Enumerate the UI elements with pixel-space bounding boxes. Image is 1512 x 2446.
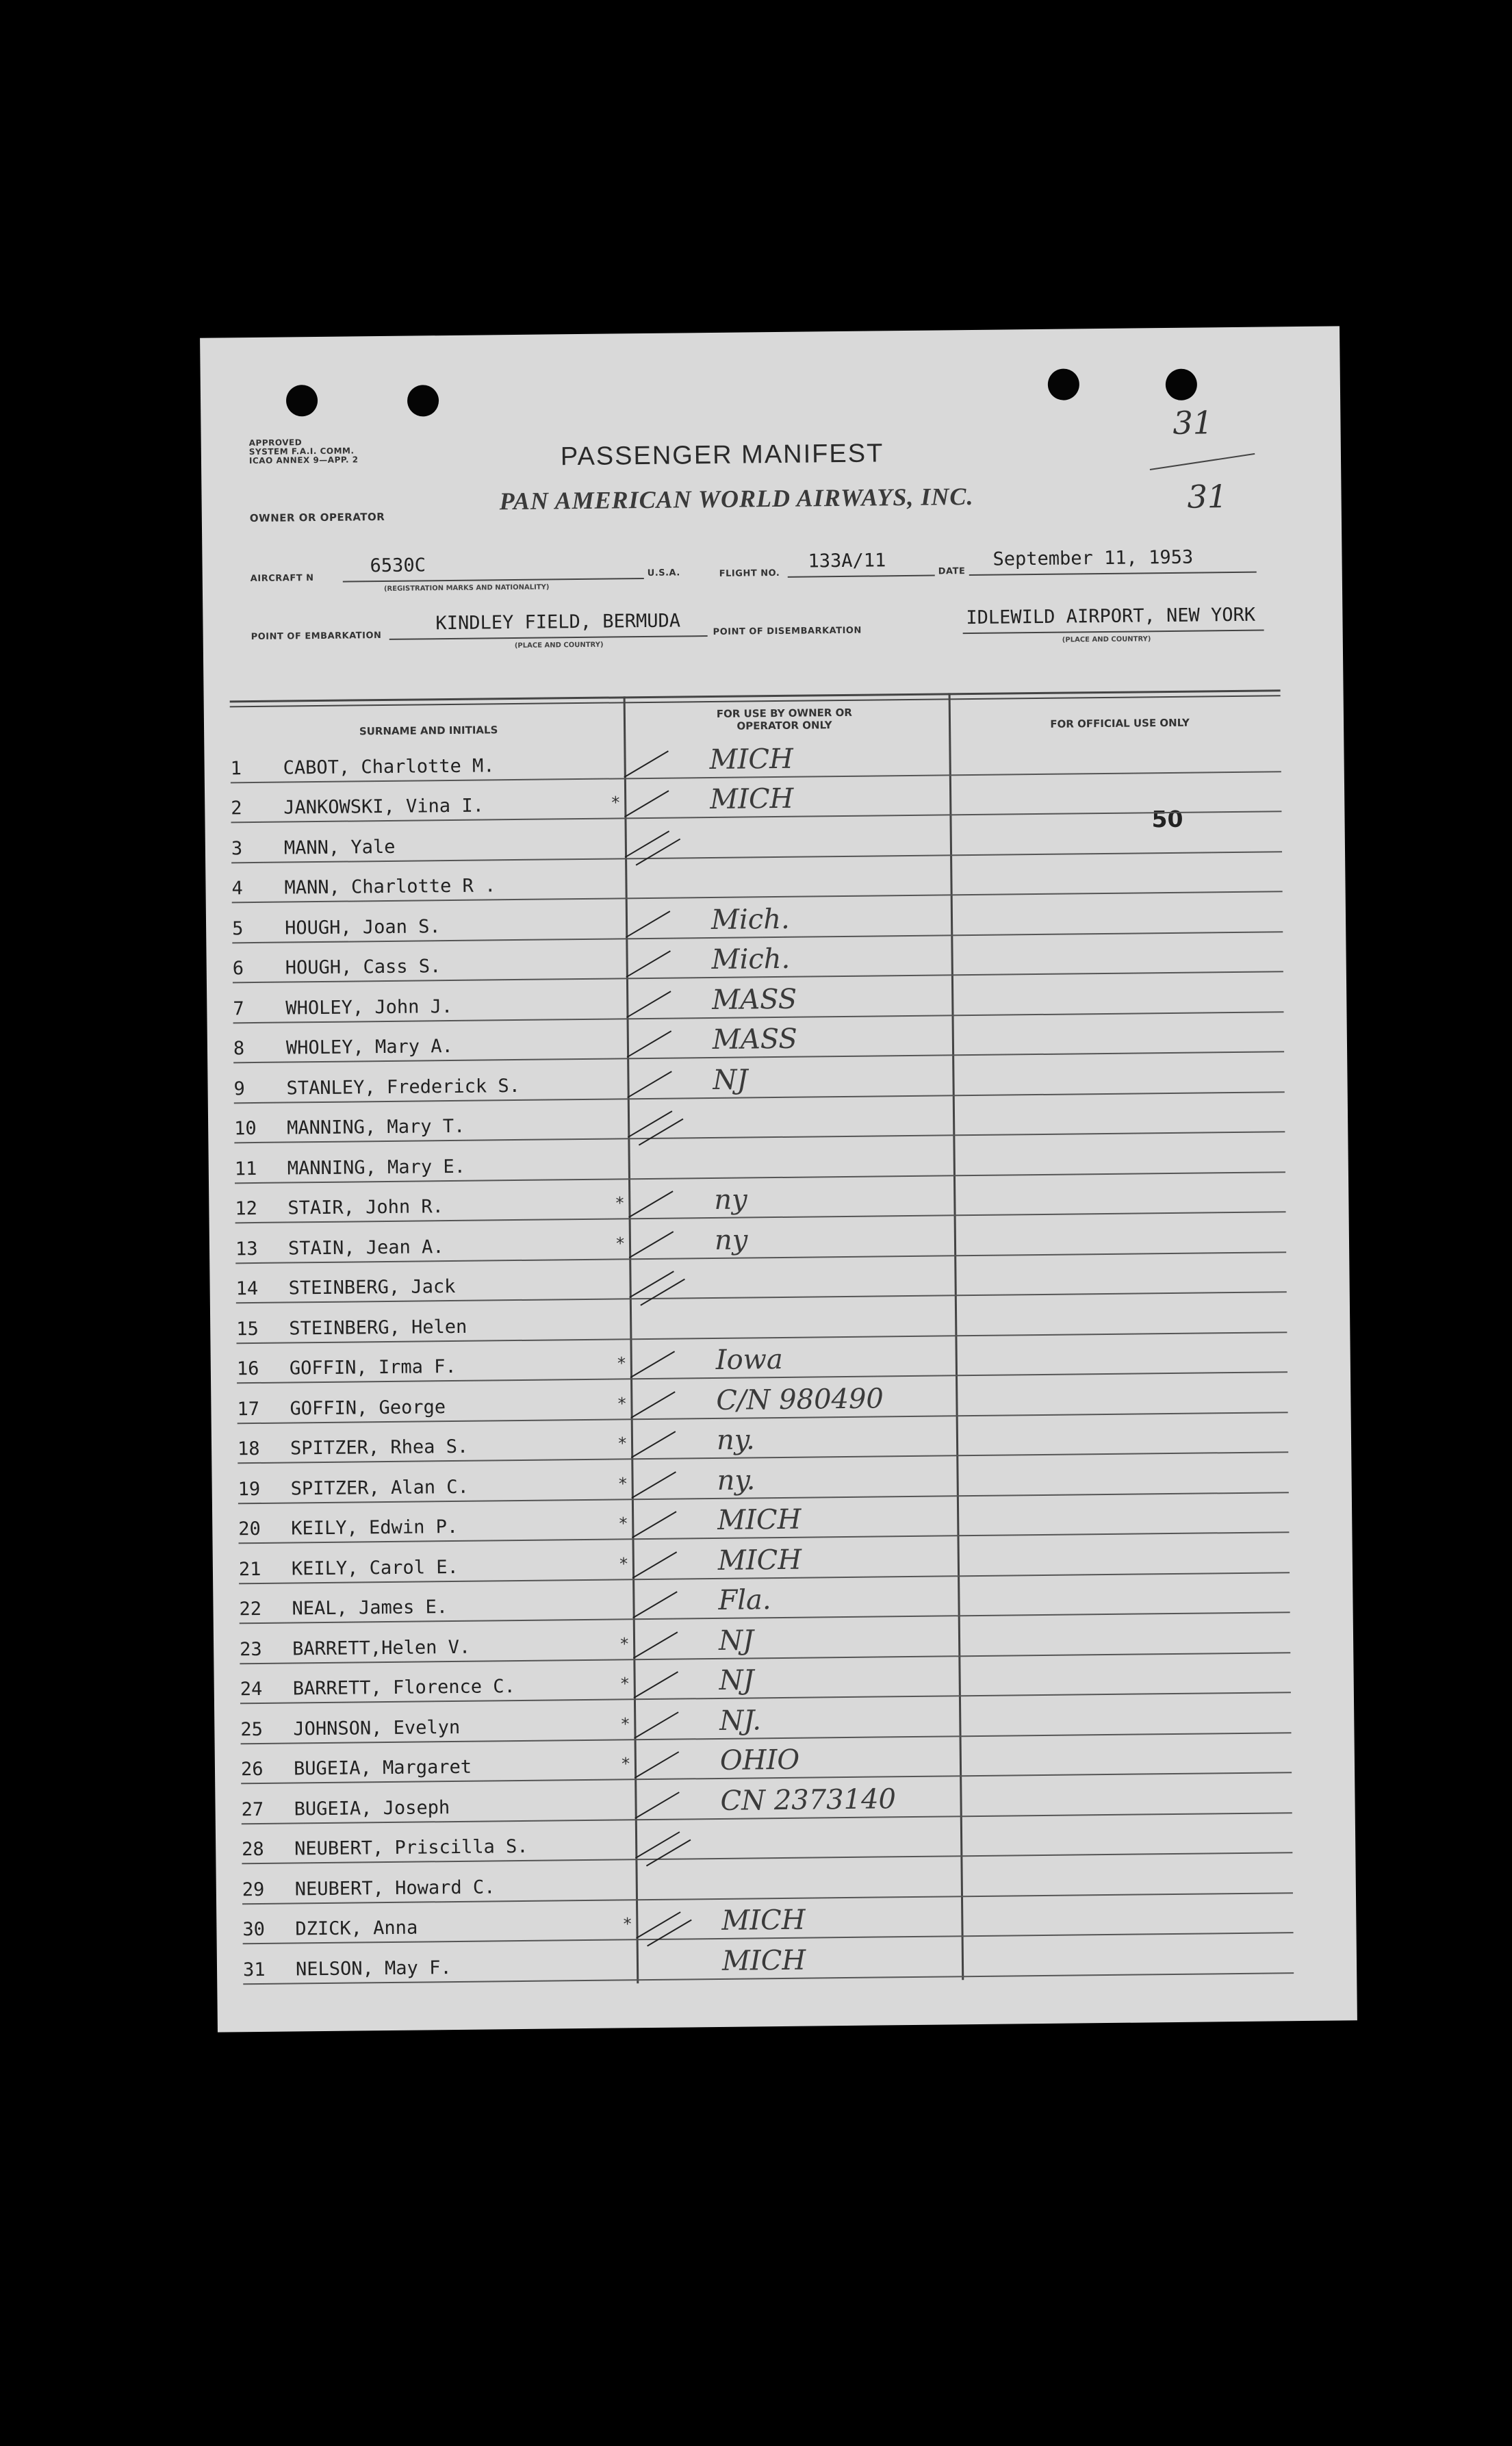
asterisk-mark: * (617, 1434, 628, 1453)
check-mark-icon (628, 1110, 673, 1138)
row-number: 15 (236, 1318, 259, 1340)
row-number: 7 (233, 997, 244, 1019)
disembarkation-label: POINT OF DISEMBARKATION (713, 625, 862, 637)
asterisk-mark: * (611, 793, 621, 813)
passenger-name: BUGEIA, Joseph (294, 1796, 450, 1820)
check-mark-icon (631, 1471, 676, 1499)
asterisk-mark: * (618, 1514, 628, 1533)
check-mark-icon (626, 991, 671, 1018)
embarkation-label: POINT OF EMBARKATION (251, 630, 382, 643)
date-line (969, 572, 1257, 576)
row-number: 5 (231, 917, 244, 939)
row-number: 21 (238, 1558, 261, 1580)
embarkation-place: KINDLEY FIELD, BERMUDA (435, 610, 681, 635)
row-number: 10 (234, 1117, 257, 1140)
check-mark-icon (633, 1671, 678, 1698)
embarkation-line (389, 635, 708, 640)
asterisk-mark: * (620, 1754, 631, 1774)
check-mark-icon (632, 1591, 678, 1618)
punch-hole (1166, 369, 1197, 400)
row-number: 14 (235, 1277, 259, 1300)
handwritten-residence: CN 2373140 (720, 1783, 897, 1817)
check-mark-icon (624, 750, 669, 778)
approval-line: SYSTEM F.A.I. COMM. (248, 446, 355, 457)
passenger-name: NELSON, May F. (295, 1957, 452, 1980)
check-mark-icon (629, 1271, 674, 1298)
passenger-name: MANNING, Mary E. (287, 1156, 466, 1180)
col-header-official: FOR OFFICIAL USE ONLY (1050, 716, 1190, 730)
row-number: 30 (242, 1918, 266, 1941)
check-mark-icon (633, 1631, 678, 1659)
carrier-name: PAN AMERICAN WORLD AIRWAYS, INC. (499, 482, 974, 515)
check-mark-icon (635, 1751, 680, 1779)
passenger-name: STEINBERG, Jack (288, 1275, 456, 1299)
row-number: 1 (230, 757, 242, 779)
asterisk-mark: * (616, 1353, 627, 1373)
check-mark-icon (630, 1351, 676, 1378)
owner-label: OWNER OR OPERATOR (249, 510, 385, 525)
passenger-name: MANNING, Mary T. (287, 1115, 465, 1139)
handwritten-residence: NJ (719, 1664, 754, 1696)
row-number: 2 (231, 798, 242, 819)
row-number: 28 (242, 1838, 264, 1861)
aircraft-number: 6530C (370, 555, 426, 577)
row-number: 11 (234, 1158, 257, 1180)
passenger-name: DZICK, Anna (295, 1917, 418, 1940)
disembarkation-caption: (PLACE AND COUNTRY) (1062, 635, 1151, 644)
handwritten-residence: MASS (712, 983, 797, 1016)
passenger-name: MANN, Charlotte R . (284, 875, 496, 899)
disembarkation-place: IDLEWILD AIRPORT, NEW YORK (966, 604, 1256, 629)
check-mark-icon (635, 1792, 680, 1819)
check-mark-icon (635, 1831, 680, 1859)
row-number: 4 (231, 878, 243, 900)
passenger-name: WHOLEY, Mary A. (285, 1035, 453, 1059)
check-mark-icon (624, 790, 669, 817)
official-note: 50 (1151, 805, 1183, 833)
embarkation-caption: (PLACE AND COUNTRY) (514, 641, 604, 650)
passenger-name: STAIN, Jean A. (287, 1236, 444, 1260)
passenger-name: HOUGH, Cass S. (285, 956, 441, 979)
col-header-name: SURNAME AND INITIALS (359, 724, 498, 738)
row-number: 24 (240, 1678, 263, 1700)
row-number: 29 (242, 1878, 265, 1900)
flight-date: September 11, 1953 (992, 546, 1194, 570)
passenger-name: STAIR, John R. (287, 1196, 444, 1219)
check-mark-icon (631, 1431, 676, 1458)
asterisk-mark: * (617, 1473, 628, 1493)
flight-label: FLIGHT NO. (719, 568, 780, 579)
passenger-table (230, 689, 1281, 1980)
handwritten-residence: MICH (717, 1503, 802, 1536)
row-number: 9 (233, 1078, 245, 1099)
handwritten-residence: C/N 980490 (716, 1382, 884, 1416)
page-mark-bottom: 31 (1187, 478, 1228, 515)
punch-hole (286, 385, 318, 416)
row-number: 8 (233, 1038, 245, 1060)
page-mark-top: 31 (1173, 404, 1214, 442)
usa-label: U.S.A. (647, 568, 680, 578)
asterisk-mark: * (618, 1553, 629, 1573)
passenger-name: GOFFIN, Irma F. (289, 1355, 457, 1379)
handwritten-residence: OHIO (719, 1744, 800, 1776)
passenger-name: STEINBERG, Helen (289, 1316, 467, 1340)
row-number: 27 (241, 1798, 264, 1820)
passenger-name: HOUGH, Joan S. (284, 915, 441, 939)
row-number: 18 (237, 1438, 260, 1460)
passenger-name: BARRETT, Florence C. (292, 1676, 516, 1700)
asterisk-mark: * (617, 1393, 628, 1413)
handwritten-residence: MICH (721, 1904, 806, 1937)
passenger-name: STANLEY, Frederick S. (286, 1075, 521, 1099)
handwritten-residence: ny (714, 1184, 747, 1216)
handwritten-residence: MASS (712, 1023, 798, 1056)
asterisk-mark: * (615, 1193, 625, 1213)
handwritten-residence: MICH (717, 1544, 802, 1577)
row-number: 12 (235, 1197, 258, 1220)
passenger-name: KEILY, Edwin P. (291, 1516, 459, 1540)
check-mark-icon (632, 1551, 678, 1579)
asterisk-mark: * (622, 1914, 632, 1934)
punch-hole (1048, 368, 1079, 400)
passenger-name: MANN, Yale (283, 836, 396, 859)
handwritten-residence: ny (714, 1223, 748, 1256)
check-mark-icon (626, 910, 671, 938)
passenger-name: BUGEIA, Margaret (293, 1756, 472, 1780)
handwritten-residence: ny. (717, 1464, 756, 1496)
passenger-name: BARRETT,Helen V. (292, 1636, 471, 1659)
check-mark-icon (630, 1391, 676, 1418)
asterisk-mark: * (619, 1674, 630, 1694)
handwritten-residence: NJ. (719, 1704, 762, 1737)
asterisk-mark: * (620, 1714, 630, 1733)
row-number: 13 (235, 1238, 258, 1260)
handwritten-residence: ny. (716, 1424, 755, 1456)
row-number: 23 (239, 1638, 262, 1660)
manifest-paper (200, 326, 1357, 2032)
passenger-name: GOFFIN, George (290, 1396, 446, 1419)
handwritten-residence: MICH (709, 743, 794, 776)
registration-caption: (REGISTRATION MARKS AND NATIONALITY) (383, 583, 550, 593)
approval-line: APPROVED (248, 437, 303, 448)
passenger-name: SPITZER, Rhea S. (290, 1436, 469, 1460)
passenger-name: WHOLEY, John J. (285, 995, 453, 1019)
date-label: DATE (938, 566, 966, 577)
row-number: 6 (232, 958, 244, 980)
row-number: 16 (236, 1358, 259, 1380)
passenger-name: NEAL, James E. (292, 1596, 448, 1620)
handwritten-residence: NJ (713, 1063, 748, 1096)
disembarkation-line (963, 630, 1264, 635)
handwritten-residence: MICH (709, 782, 794, 816)
form-title: PASSENGER MANIFEST (560, 439, 884, 472)
row-number: 22 (239, 1598, 262, 1620)
check-mark-icon (628, 1190, 674, 1218)
row-number: 19 (238, 1478, 261, 1500)
handwritten-residence: MICH (721, 1944, 806, 1977)
row-number: 31 (242, 1959, 266, 1980)
punch-hole (407, 385, 439, 416)
check-mark-icon (625, 830, 670, 858)
aircraft-line (343, 578, 644, 583)
passenger-name: CABOT, Charlotte M. (283, 754, 495, 779)
row-number: 25 (240, 1718, 264, 1740)
check-mark-icon (629, 1231, 674, 1258)
asterisk-mark: * (619, 1633, 630, 1653)
flight-line (788, 575, 935, 578)
handwritten-residence: Fla. (718, 1584, 771, 1616)
check-mark-icon (627, 1071, 672, 1098)
row-number: 3 (231, 837, 243, 859)
check-mark-icon (636, 1911, 681, 1939)
page-mark-divider (1150, 453, 1255, 470)
passenger-name: NEUBERT, Howard C. (294, 1876, 496, 1900)
handwritten-residence: Mich. (711, 943, 791, 976)
aircraft-label: AIRCRAFT N (250, 573, 314, 585)
passenger-name: KEILY, Carol E. (291, 1556, 459, 1579)
row-number: 26 (240, 1758, 264, 1781)
check-mark-icon (627, 1030, 672, 1058)
check-mark-icon (632, 1511, 677, 1538)
passenger-name: SPITZER, Alan C. (290, 1476, 469, 1499)
asterisk-mark: * (615, 1233, 626, 1253)
approval-line: ICAO ANNEX 9—APP. 2 (248, 455, 359, 466)
check-mark-icon (626, 950, 671, 978)
flight-number: 133A/11 (808, 550, 886, 572)
handwritten-residence: Mich. (710, 903, 790, 936)
passenger-name: NEUBERT, Priscilla S. (294, 1835, 528, 1860)
passenger-name: JANKOWSKI, Vina I. (283, 795, 485, 819)
approval-note (249, 437, 359, 466)
row-number: 17 (237, 1398, 260, 1420)
handwritten-residence: NJ (718, 1624, 754, 1657)
col-header-owner: FOR USE BY OWNER OR OPERATOR ONLY (716, 706, 853, 732)
handwritten-residence: Iowa (715, 1343, 783, 1376)
passenger-name: JOHNSON, Evelyn (293, 1716, 461, 1740)
check-mark-icon (634, 1711, 679, 1739)
row-number: 20 (238, 1518, 261, 1540)
